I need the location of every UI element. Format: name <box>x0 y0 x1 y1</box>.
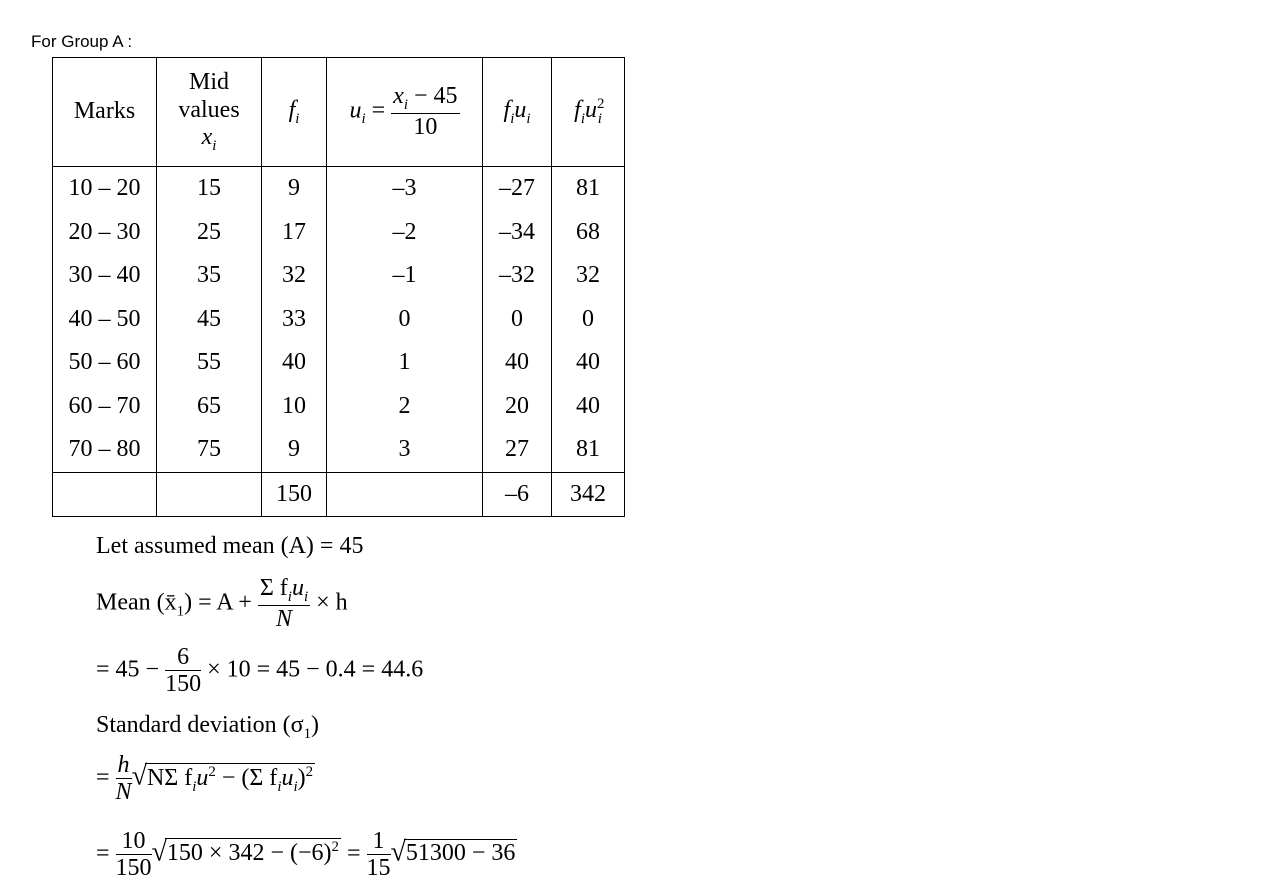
cell: 32 <box>552 254 625 298</box>
cell: 9 <box>262 428 327 472</box>
cell: 45 <box>157 298 262 342</box>
cell: 40 – 50 <box>53 298 157 342</box>
cell: –3 <box>327 167 483 211</box>
cell: 10 – 20 <box>53 167 157 211</box>
frequency-table <box>52 57 625 517</box>
table-row <box>53 385 625 429</box>
cell: 3 <box>327 428 483 472</box>
cell <box>327 472 483 516</box>
cell: 32 <box>262 254 327 298</box>
total-fu: –6 <box>483 472 552 516</box>
cell: 68 <box>552 211 625 255</box>
cell: 33 <box>262 298 327 342</box>
cell: 55 <box>157 341 262 385</box>
cell: 17 <box>262 211 327 255</box>
table-row <box>53 211 625 255</box>
total-fu-squared: 342 <box>552 472 625 516</box>
cell: 10 <box>262 385 327 429</box>
cell: 0 <box>483 298 552 342</box>
cell: 20 – 30 <box>53 211 157 255</box>
header-marks: Marks <box>53 58 157 167</box>
cell: 15 <box>157 167 262 211</box>
cell: 81 <box>552 428 625 472</box>
cell: 75 <box>157 428 262 472</box>
cell: 65 <box>157 385 262 429</box>
table-header-row <box>53 58 625 167</box>
total-frequency: 150 <box>262 472 327 516</box>
mean-calculation-line: = 45 − $\frac{6}{150}$ × 10 = 45 − 0.4 = 44.6 <box>96 644 424 698</box>
header-deviation: $u_i$ = $\frac{x_i - 45}{10}$ <box>327 58 483 167</box>
cell <box>157 472 262 516</box>
cell: –2 <box>327 211 483 255</box>
cell: 35 <box>157 254 262 298</box>
cell: –1 <box>327 254 483 298</box>
table-row <box>53 254 625 298</box>
cell: 20 <box>483 385 552 429</box>
header-mid-values: Mid values $x_i$ <box>157 58 262 167</box>
cell: 27 <box>483 428 552 472</box>
cell: 30 – 40 <box>53 254 157 298</box>
cell: 2 <box>327 385 483 429</box>
mean-formula-line: Mean $(x̄_1) = A$ + $\frac{\Sigma f_iu_i}{N} \times h$ <box>96 575 348 633</box>
header-frequency: $f_i$ <box>262 58 327 167</box>
assumed-mean-line: Let assumed mean (A) = 45 <box>96 533 364 559</box>
cell: 40 <box>552 341 625 385</box>
cell: 25 <box>157 211 262 255</box>
std-dev-formula-line: = $\frac{h}{N}√N\Sigma$ $f_iu^2 - (\Sigma$ $f_iu_i)^2$ <box>96 752 314 806</box>
cell: 40 <box>262 341 327 385</box>
cell: 0 <box>327 298 483 342</box>
cell: –32 <box>483 254 552 298</box>
cell: 40 <box>552 385 625 429</box>
cell: –34 <box>483 211 552 255</box>
header-fu: $f_iu_i$ <box>483 58 552 167</box>
cell: 1 <box>327 341 483 385</box>
cell: 81 <box>552 167 625 211</box>
table-row <box>53 298 625 342</box>
group-heading: For Group A : <box>31 32 133 51</box>
cell: 9 <box>262 167 327 211</box>
cell: 40 <box>483 341 552 385</box>
std-dev-heading: Standard deviation $(\sigma_1)$ <box>96 712 319 742</box>
table-row <box>53 167 625 211</box>
std-dev-calculation-line: = $\frac{10}{150}$ $√150 \times 342 - (-6)^2$ = $\frac{1}{15}$ √51300 − 36 <box>96 828 516 882</box>
table-row <box>53 428 625 472</box>
totals-row <box>53 472 625 516</box>
table-row <box>53 341 625 385</box>
cell: 50 – 60 <box>53 341 157 385</box>
cell: –27 <box>483 167 552 211</box>
cell: 0 <box>552 298 625 342</box>
cell: 60 – 70 <box>53 385 157 429</box>
cell <box>53 472 157 516</box>
cell: 70 – 80 <box>53 428 157 472</box>
header-fu-squared: $f_iu^2_i$ <box>552 58 625 167</box>
